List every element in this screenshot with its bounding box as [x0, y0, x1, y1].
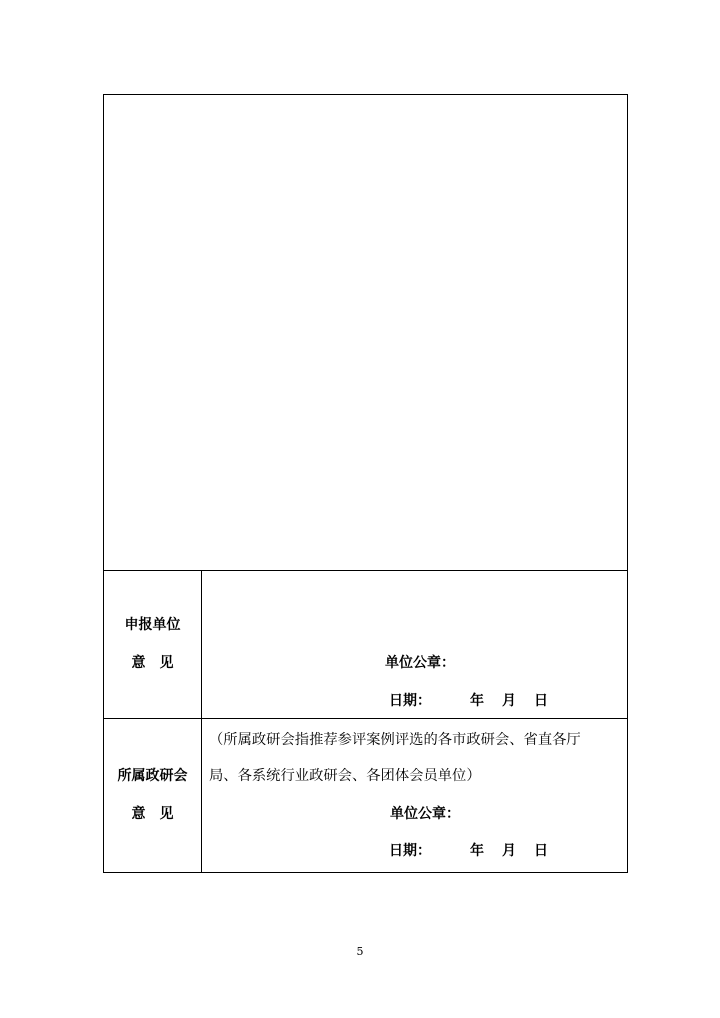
affiliated-date-year: 年: [470, 843, 484, 859]
applicant-opinion-row: [104, 570, 627, 719]
applicant-label-line1: 申报单位: [124, 617, 181, 633]
applicant-label-cell: [104, 570, 202, 718]
affiliated-seal-label: 单位公章：: [390, 806, 460, 822]
page-number: 5: [356, 945, 364, 958]
affiliated-opinion-row: [104, 719, 627, 873]
affiliated-note-line1: （所属政研会指推荐参评案例评选的各市政研会、省直各厅: [209, 732, 581, 748]
affiliated-label-cell: [104, 719, 202, 873]
case-content-blank-area: [104, 95, 627, 571]
affiliated-opinion-content: [202, 719, 627, 873]
applicant-date-day: 日: [534, 693, 548, 709]
affiliated-date-day: 日: [534, 843, 548, 859]
affiliated-date-month: 月: [502, 843, 516, 859]
applicant-date-label: 日期：: [389, 693, 431, 709]
applicant-seal-label: 单位公章：: [385, 655, 455, 671]
applicant-date-month: 月: [502, 693, 516, 709]
affiliated-note-line2: 局、各系统行业政研会、各团体会员单位）: [209, 768, 481, 784]
affiliated-label-line1: 所属政研会: [117, 768, 188, 784]
applicant-opinion-content: [202, 570, 627, 718]
applicant-date-year: 年: [470, 693, 484, 709]
affiliated-label-line2: 意 见: [131, 806, 174, 822]
applicant-label-line2: 意 见: [131, 655, 174, 671]
affiliated-date-label: 日期：: [389, 843, 431, 859]
opinion-form-table: [103, 94, 628, 873]
